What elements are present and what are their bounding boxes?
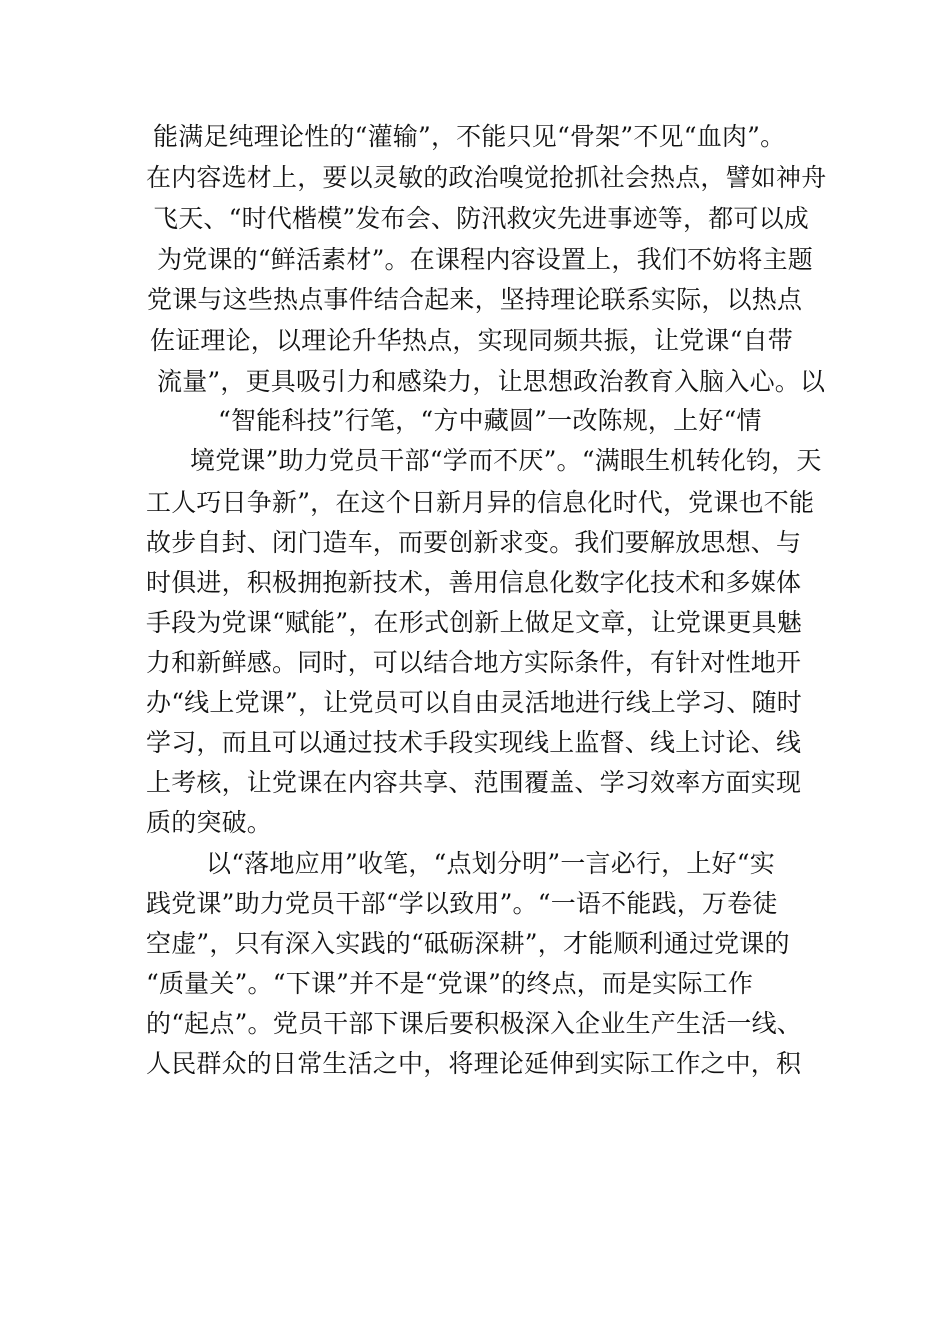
text-line: 佐证理论，以理论升华热点，实现同频共振，让党课“自带 [150, 326, 793, 355]
text-line: 时俱进，积极拥抱新技术，善用信息化数字化技术和多媒体 [146, 568, 802, 597]
text-line: “智能科技”行笔，“方中藏圆”一改陈规，上好“情 [218, 406, 762, 435]
text-line: 人民群众的日常生活之中，将理论延伸到实际工作之中，积 [146, 1049, 802, 1078]
text-line: 践党课”助力党员干部“学以致用”。“一语不能践，万卷徒 [146, 889, 778, 918]
text-line: 飞天、“时代楷模”发布会、防汛救灾先进事迹等，都可以成 [153, 204, 809, 233]
text-line: 质的突破。 [146, 808, 273, 837]
text-line: 工人巧日争新”，在这个日新月异的信息化时代，党课也不能 [146, 488, 815, 517]
text-line: 空虚”，只有深入实践的“砥砺深耕”，才能顺利通过党课的 [146, 929, 790, 958]
text-line: 办“线上党课”，让党员可以自由灵活地进行线上学习、随时 [146, 688, 802, 717]
text-line: 在内容选材上，要以灵敏的政治嗅觉抢抓社会热点，譬如神舟 [146, 163, 827, 192]
text-line: 境党课”助力党员干部“学而不厌”。“满眼生机转化钧，天 [190, 446, 822, 475]
text-line: 上考核，让党课在内容共享、范围覆盖、学习效率方面实现 [146, 768, 802, 797]
text-line: “质量关”。“下课”并不是“党课”的终点，而是实际工作 [146, 969, 754, 998]
text-line: 手段为党课“赋能”，在形式创新上做足文章，让党课更具魅 [146, 608, 802, 637]
text-line: 的“起点”。党员干部下课后要积极深入企业生产生活一线、 [146, 1009, 802, 1038]
text-line: 力和新鲜感。同时，可以结合地方实际条件，有针对性地开 [146, 648, 802, 677]
text-line: 为党课的“鲜活素材”。在课程内容设置上，我们不妨将主题 [157, 245, 813, 274]
text-line: 党课与这些热点事件结合起来，坚持理论联系实际，以热点 [147, 285, 803, 314]
text-line: 流量”，更具吸引力和感染力，让思想政治教育入脑入心。以 [157, 367, 826, 396]
text-line: 以“落地应用”收笔，“点划分明”一言必行，上好“实 [206, 849, 775, 878]
text-line: 故步自封、闭门造车，而要创新求变。我们要解放思想、与 [146, 528, 802, 557]
text-line: 学习，而且可以通过技术手段实现线上监督、线上讨论、线 [146, 728, 802, 757]
text-line: 能满足纯理论性的“灌输”，不能只见“骨架”不见“血肉”。 [153, 122, 786, 151]
